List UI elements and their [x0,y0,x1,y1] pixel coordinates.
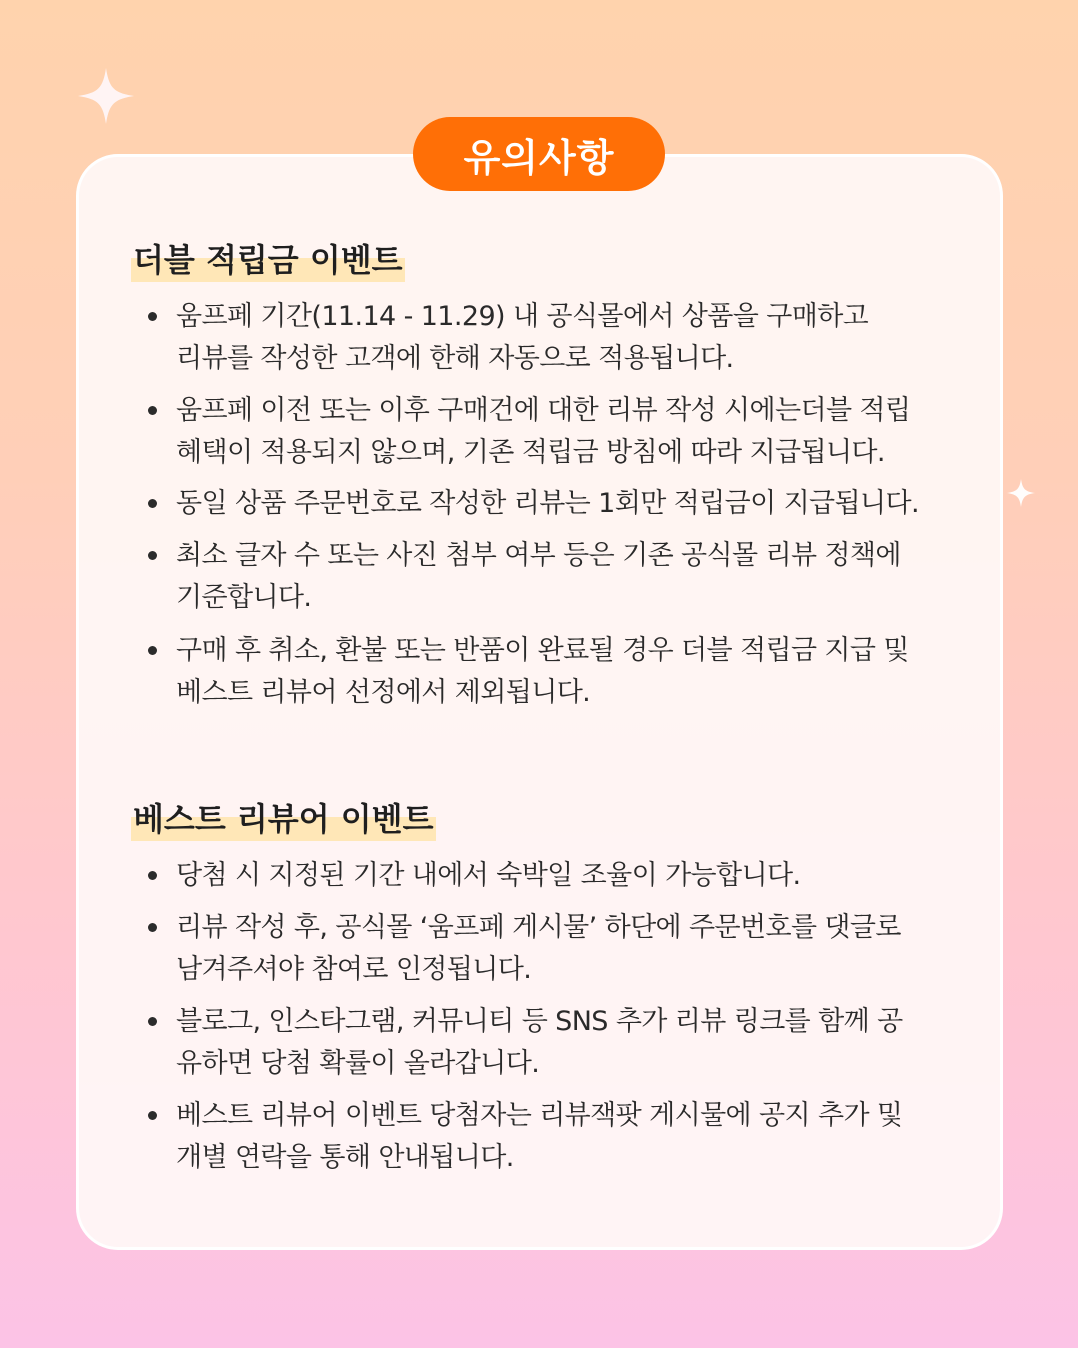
list-item-line: 최소 글자 수 또는 사진 첨부 여부 등은 기존 공식몰 리뷰 정책에 [176,540,901,571]
bullet-dot-icon [148,646,157,655]
bullet-dot-icon [148,312,157,321]
section-title-double-points: 더블 적립금 이벤트 [131,238,405,282]
list-item-line: 베스트 리뷰어 선정에서 제외됩니다. [176,677,591,708]
list-item-line: 구매 후 취소, 환불 또는 반품이 완료될 경우 더블 적립금 지급 및 [176,635,909,666]
list-item-line: 남겨주셔야 참여로 인정됩니다. [176,954,532,985]
notice-badge-label: 유의사항 [463,135,615,180]
bullet-dot-icon [148,406,157,415]
bullet-dot-icon [148,1111,157,1120]
list-item-line: 개별 연락을 통해 안내됩니다. [176,1142,514,1173]
list-item-line: 동일 상품 주문번호로 작성한 리뷰는 1회만 적립금이 지급됩니다. [176,488,919,519]
bullet-dot-icon [148,1017,157,1026]
sparkle-icon [76,66,136,126]
bullet-dot-icon [148,551,157,560]
list-item-line: 움프페 기간(11.14 - 11.29) 내 공식몰에서 상품을 구매하고 [176,301,869,332]
bullet-dot-icon [148,499,157,508]
bullet-dot-icon [148,871,157,880]
bullet-dot-icon [148,923,157,932]
list-item-line: 혜택이 적용되지 않으며, 기존 적립금 방침에 따라 지급됩니다. [176,437,885,468]
sparkle-icon [1006,478,1036,508]
section-title-best-reviewer: 베스트 리뷰어 이벤트 [131,797,436,841]
notice-badge [413,117,665,191]
list-item-line: 기준합니다. [176,582,312,613]
list-item-line: 유하면 당첨 확률이 올라갑니다. [176,1048,540,1079]
list-item-line: 당첨 시 지정된 기간 내에서 숙박일 조율이 가능합니다. [176,860,801,891]
list-item-line: 블로그, 인스타그램, 커뮤니티 등 SNS 추가 리뷰 링크를 함께 공 [176,1006,903,1037]
list-item-line: 베스트 리뷰어 이벤트 당첨자는 리뷰잭팟 게시물에 공지 추가 및 [176,1100,903,1131]
list-item-line: 리뷰를 작성한 고객에 한해 자동으로 적용됩니다. [176,343,734,374]
list-item-line: 리뷰 작성 후, 공식몰 ‘움프페 게시물’ 하단에 주문번호를 댓글로 [176,912,901,943]
list-item-line: 움프페 이전 또는 이후 구매건에 대한 리뷰 작성 시에는더블 적립 [176,395,911,426]
